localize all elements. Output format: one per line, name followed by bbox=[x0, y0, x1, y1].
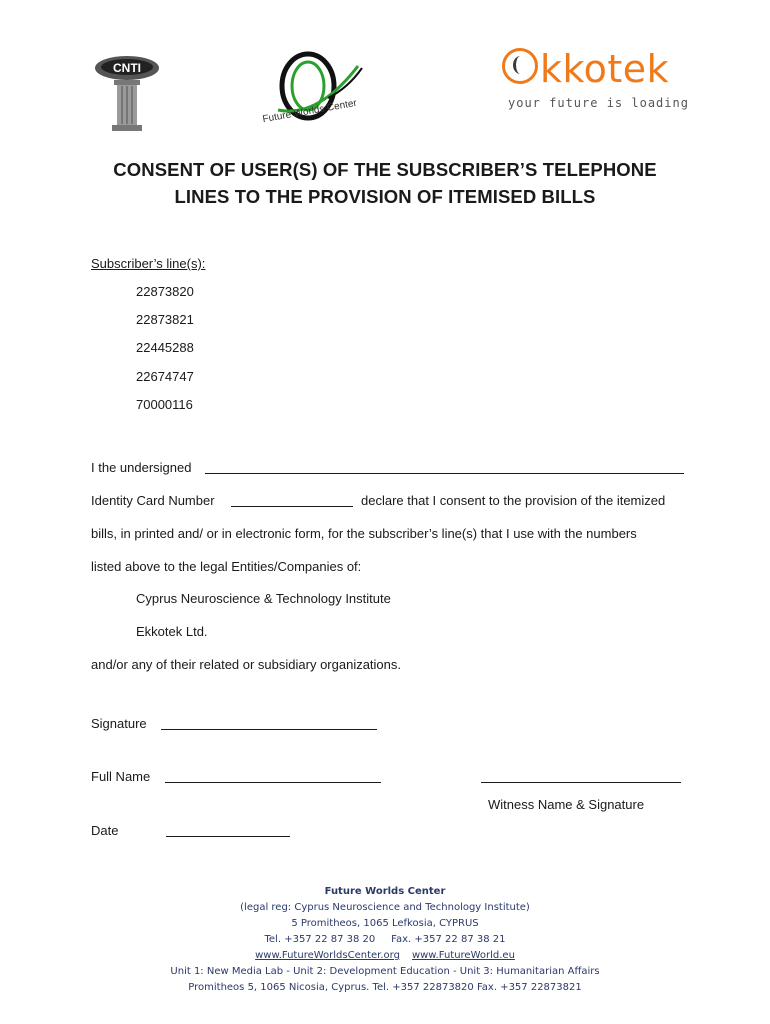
undersigned-label: I the undersigned bbox=[91, 460, 192, 475]
signature-blank-line[interactable] bbox=[161, 729, 377, 730]
subscriber-line-4: 22674747 bbox=[136, 369, 194, 384]
declaration-line-2: bills, in printed and/ or in electronic form, for the subscriber’s line(s) that I use with the numbers bbox=[91, 526, 637, 541]
full-name-blank-line[interactable] bbox=[165, 782, 381, 783]
identity-card-blank-line[interactable] bbox=[231, 506, 353, 507]
footer-phone-fax: Tel. +357 22 87 38 20 Fax. +357 22 87 38 21 bbox=[264, 934, 506, 945]
identity-card-label: Identity Card Number bbox=[91, 493, 215, 508]
ekkotek-e-icon bbox=[502, 48, 538, 84]
subscriber-line-1: 22873820 bbox=[136, 284, 194, 299]
declaration-line-4: and/or any of their related or subsidiary organizations. bbox=[91, 657, 402, 672]
declaration-text: declare that I consent to the provision of the itemized bbox=[361, 493, 666, 508]
entity-cnti: Cyprus Neuroscience & Technology Institute bbox=[136, 591, 391, 606]
footer-contact: Promitheos 5, 1065 Nicosia, Cyprus. Tel. +357 22873820 Fax. +357 22873821 bbox=[188, 982, 582, 993]
date-label: Date bbox=[91, 823, 119, 838]
footer-units: Unit 1: New Media Lab - Unit 2: Development Education - Unit 3: Humanitarian Affairs bbox=[170, 966, 600, 977]
future-worlds-center-logo bbox=[258, 48, 370, 138]
date-blank-line[interactable] bbox=[166, 836, 290, 837]
subscriber-line-2: 22873821 bbox=[136, 312, 194, 327]
signature-label: Signature bbox=[91, 716, 147, 731]
subscriber-line-3: 22445288 bbox=[136, 340, 194, 355]
witness-blank-line[interactable] bbox=[481, 782, 681, 783]
witness-label: Witness Name & Signature bbox=[488, 797, 645, 812]
footer bbox=[0, 884, 770, 996]
undersigned-blank-line[interactable] bbox=[205, 473, 684, 474]
ekkotek-tagline: your future is loading bbox=[508, 96, 689, 110]
footer-title: Future Worlds Center bbox=[324, 886, 446, 897]
ekkotek-logo bbox=[502, 48, 692, 118]
footer-address: 5 Promitheos, 1065 Lefkosia, CYPRUS bbox=[291, 918, 479, 929]
subscriber-line-5: 70000116 bbox=[136, 397, 193, 412]
full-name-label: Full Name bbox=[91, 769, 151, 784]
title-line-2: LINES TO THE PROVISION OF ITEMISED BILLS bbox=[174, 186, 596, 207]
footer-legal-reg: (legal reg: Cyprus Neuroscience and Technology Institute) bbox=[240, 902, 530, 913]
footer-link-futureworld[interactable]: www.FutureWorld.eu bbox=[411, 950, 515, 961]
title-line-1: CONSENT OF USER(S) OF THE SUBSCRIBER’S TELEPHONE bbox=[113, 159, 657, 180]
declaration-line-3: listed above to the legal Entities/Companies of: bbox=[91, 559, 362, 574]
document-title bbox=[0, 156, 770, 210]
footer-links bbox=[0, 948, 770, 964]
subscriber-lines-label: Subscriber’s line(s): bbox=[91, 256, 206, 271]
entity-ekkotek: Ekkotek Ltd. bbox=[136, 624, 208, 639]
fwc-logo-text: Future Worlds Center bbox=[261, 97, 358, 126]
footer-link-futureworldscenter[interactable]: www.FutureWorldsCenter.org bbox=[255, 950, 400, 961]
ekkotek-logo-word: kkotek bbox=[540, 47, 670, 91]
cnti-logo bbox=[92, 48, 162, 138]
cnti-logo-text: CNTI bbox=[113, 61, 141, 75]
